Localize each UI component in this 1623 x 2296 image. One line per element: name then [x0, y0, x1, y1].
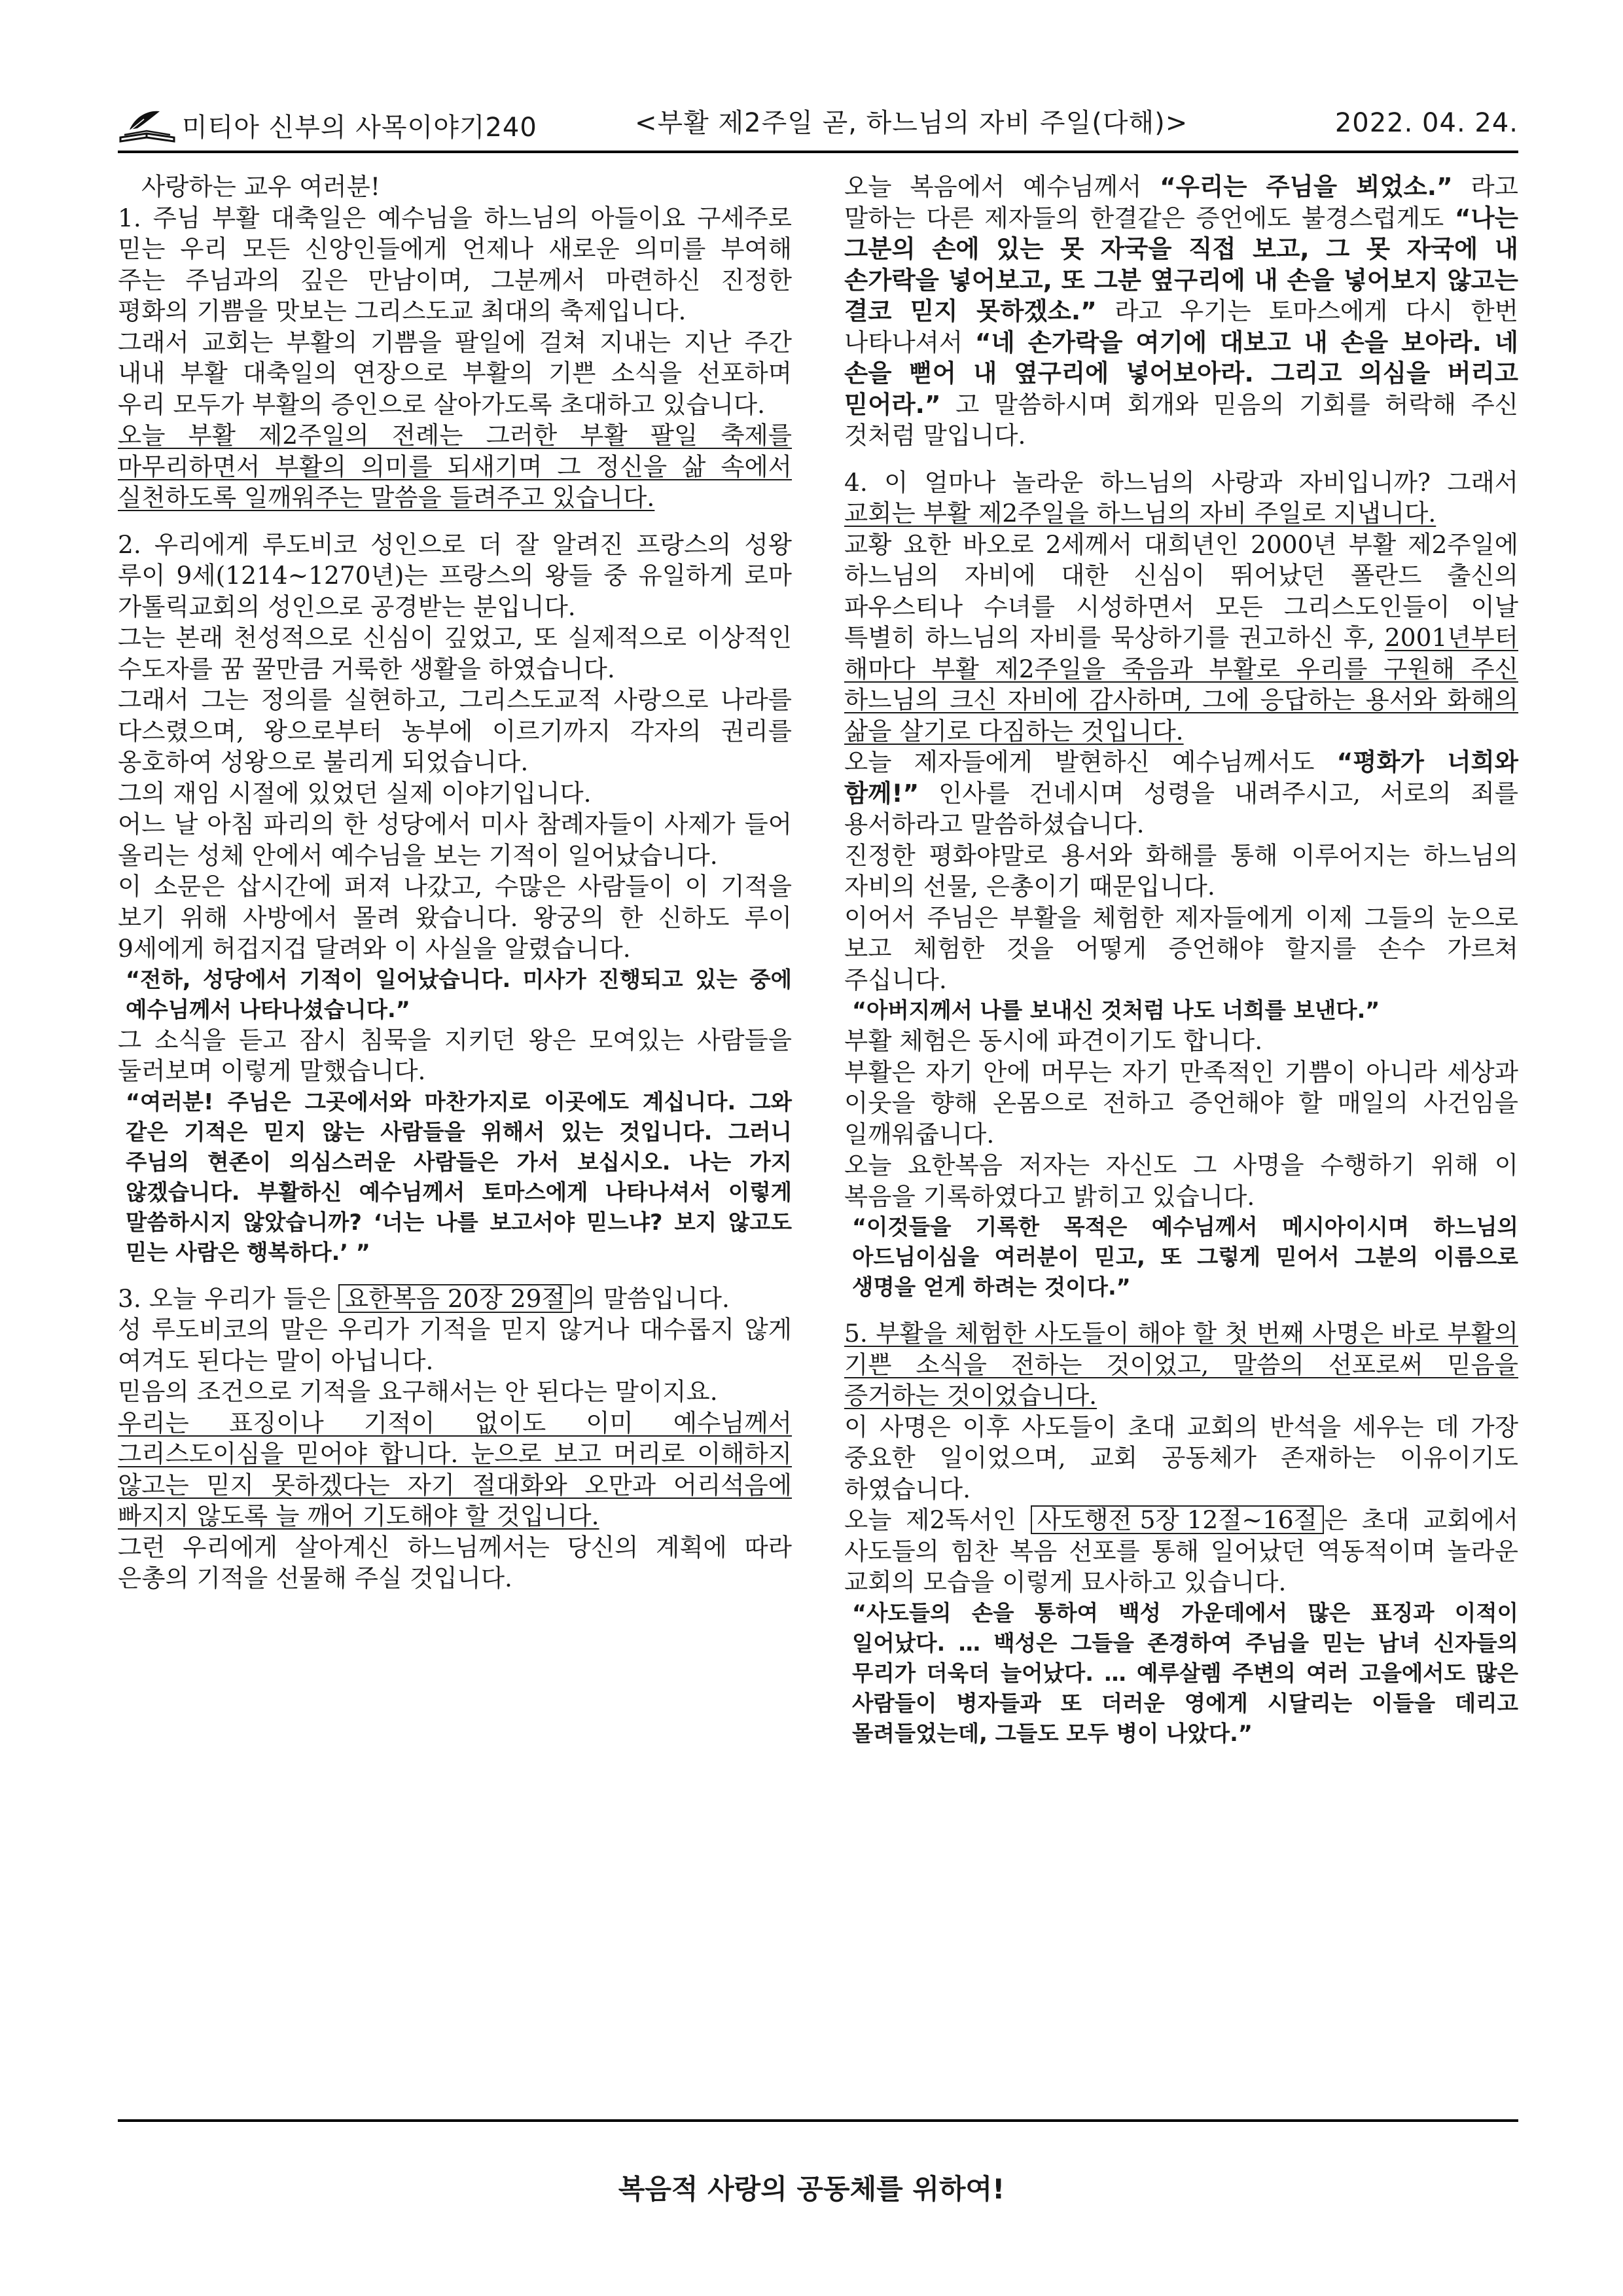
text-span: 4. 이 얼마나 놀라운 하느님의 사랑과 자비입니까? 그래서	[844, 467, 1518, 497]
header-divider	[118, 151, 1518, 153]
scripture-reference-box: 요한복음 20장 29절	[338, 1284, 572, 1313]
paragraph	[844, 529, 1518, 747]
right-column	[844, 171, 1518, 1749]
header-title: 미티아 신부의 사목이야기240	[182, 113, 537, 143]
paragraph: 이 소문은 삽시간에 퍼져 나갔고, 수많은 사람들이 이 기적을 보기 위해 사방에서 몰려 왔습니다. 왕궁의 한 신하도 루이 9세에게 허겁지겁 달려와 이 사실을 알렸습니다.	[118, 872, 792, 963]
text-span: 오늘 제자들에게 발현하신 예수님께서도	[844, 747, 1315, 776]
page-header	[118, 97, 1518, 149]
underlined-paragraph: 5. 부활을 체험한 사도들이 해야 할 첫 번째 사명은 바로 부활의 기쁜 소식을 전하는 것이었고, 말씀의 선포로써 믿음을 증거하는 것이었습니다.	[844, 1319, 1518, 1410]
text-span: 의 말씀입니다.	[571, 1283, 730, 1313]
paragraph	[844, 467, 1518, 529]
greeting: 사랑하는 교우 여러분!	[141, 172, 380, 201]
book-quill-icon	[118, 109, 177, 147]
paragraph: 그 소식을 듣고 잠시 침묵을 지키던 왕은 모여있는 사람들을 둘러보며 이렇게 말했습니다.	[118, 1025, 792, 1085]
header-left	[118, 109, 537, 147]
text-span: 고 말씀하시며 회개와 믿음의 기회를 허락해 주신 것처럼 말입니다.	[844, 389, 1518, 450]
paragraph: 믿음의 조건으로 기적을 요구해서는 안 된다는 말이지요.	[118, 1377, 718, 1406]
paragraph: 그래서 그는 정의를 실현하고, 그리스도교적 사랑으로 나라를 다스렸으며, 왕으로부터 농부에 이르기까지 각자의 권리를 옹호하여 성왕으로 불리게 되었습니다.	[118, 685, 792, 776]
text-span: 라고 우기는 토마스에게 다시 한번 나타나셔서	[844, 296, 1518, 357]
inline-quote: “네 손가락을 여기에 대보고 내 손을 보아라. 네 손을 뻗어 내 옆구리에 넣어보아라. 그리고 의심을 버리고 믿어라.”	[844, 327, 1518, 419]
header-date: 2022. 04. 24.	[1334, 108, 1518, 138]
underlined-paragraph: 우리는 표징이나 기적이 없이도 이미 예수님께서 그리스도이심을 믿어야 합니다. 눈으로 보고 머리로 이해하지 않고는 믿지 못하겠다는 자기 절대화와 오만과 어리석음에 빠지지 않도록 늘 깨어 기도해야 할 것입니다.	[118, 1408, 792, 1530]
scripture-reference-box: 사도행전 5장 12절~16절	[1031, 1505, 1324, 1534]
paragraph: 진정한 평화야말로 용서와 화해를 통해 이루어지는 하느님의 자비의 선물, 은총이기 때문입니다.	[844, 840, 1518, 901]
paragraph: 부활은 자기 안에 머무는 자기 만족적인 기쁨이 아니라 세상과 이웃을 향해 온몸으로 전하고 증언해야 할 매일의 사건임을 일깨워줍니다.	[844, 1057, 1518, 1149]
text-span: 오늘 복음에서 예수님께서	[844, 172, 1142, 201]
footer-divider	[118, 2119, 1518, 2122]
paragraph: 2. 우리에게 루도비코 성인으로 더 잘 알려진 프랑스의 성왕 루이 9세(1214~1270년)는 프랑스의 왕들 중 유일하게 로마 가톨릭교회의 성인으로 공경받는 분입니다.	[118, 529, 792, 621]
paragraph: 이어서 주님은 부활을 체험한 제자들에게 이제 그들의 눈으로 보고 체험한 것을 어떻게 증언해야 할지를 손수 가르쳐 주십니다.	[844, 903, 1518, 994]
paragraph: 그의 재임 시절에 있었던 실제 이야기입니다.	[118, 778, 592, 808]
underlined-text: 교회는 부활 제2주일을 하느님의 자비 주일로 지냅니다.	[844, 499, 1436, 528]
inline-quote: “평화가 너희와 함께!”	[844, 747, 1518, 808]
inline-quote: “나는 그분의 손에 있는 못 자국을 직접 보고, 그 못 자국에 내 손가락을 넣어보고, 또 그분 옆구리에 내 손을 넣어보지 않고는 결코 믿지 못하겠소.”	[844, 203, 1518, 325]
underlined-text: 2001년부터 해마다 부활 제2주일을 죽음과 부활로 우리를 구원해 주신 하느님의 크신 자비에 감사하며, 그에 응답하는 용서와 화해의 삶을 살기로 다짐하는 것입니다.	[844, 623, 1518, 745]
inline-quote: “우리는 주님을 뵈었소.”	[1160, 172, 1453, 201]
paragraph: 그래서 교회는 부활의 기쁨을 팔일에 걸쳐 지내는 지난 주간 내내 부활 대축일의 연장으로 부활의 기쁜 소식을 선포하며 우리 모두가 부활의 증인으로 살아가도록 초대하고 있습니다.	[118, 327, 792, 419]
paragraph: 그런 우리에게 살아계신 하느님께서는 당신의 계획에 따라 은총의 기적을 선물해 주실 것입니다.	[118, 1532, 792, 1592]
quote: “사도들의 손을 통하여 백성 가운데에서 많은 표징과 이적이 일어났다. … 백성은 그들을 존경하여 주님을 믿는 남녀 신자들의 무리가 더욱더 늘어났다. … 예루살렘 주변의 여러 고을에서도 많은 사람들이 병자들과 또 더러운 영에게 시달리는 이들을 데리고 몰려들었는데, 그들도 모두 병이 나았다.”	[852, 1600, 1518, 1746]
text-span: 인사를 건네시며 성령을 내려주시고, 서로의 죄를 용서하라고 말씀하셨습니다.	[844, 778, 1518, 838]
paragraph	[118, 1283, 792, 1315]
paragraph: 부활 체험은 동시에 파견이기도 합니다.	[844, 1026, 1263, 1055]
footer-motto: 복음적 사랑의 공동체를 위하여!	[618, 2173, 1005, 2205]
paragraph	[844, 747, 1518, 840]
paragraph: 그는 본래 천성적으로 신심이 깊었고, 또 실제적으로 이상적인 수도자를 꿈 꿀만큼 거룩한 생활을 하였습니다.	[118, 623, 792, 683]
quote: “여러분! 주님은 그곳에서와 마찬가지로 이곳에도 계십니다. 그와 같은 기적은 믿지 않는 사람들을 위해서 있는 것입니다. 그러니 주님의 현존이 의심스러운 사람들은 가서 보십시오. 나는 가지 않겠습니다. 부활하신 예수님께서 토마스에게 나타나셔서 이렇게 말씀하시지 않았습니까? ‘너는 나를 보고서야 믿느냐? 보지 않고도 믿는 사람은 행복하다.’ ”	[126, 1088, 792, 1265]
paragraph: 이 사명은 이후 사도들이 초대 교회의 반석을 세우는 데 가장 중요한 일이었으며, 교회 공동체가 존재하는 이유이기도 하였습니다.	[844, 1412, 1518, 1503]
text-span: 3. 오늘 우리가 들은	[118, 1283, 331, 1313]
text-span: 라고 말하는 다른 제자들의 한결같은 증언에도 불경스럽게도	[844, 172, 1518, 232]
paragraph	[844, 1505, 1518, 1598]
paragraph: 오늘 요한복음 저자는 자신도 그 사명을 수행하기 위해 이 복음을 기록하였다고 밝히고 있습니다.	[844, 1151, 1518, 1211]
paragraph: 어느 날 아침 파리의 한 성당에서 미사 참례자들이 사제가 들어 올리는 성체 안에서 예수님을 보는 기적이 일어났습니다.	[118, 810, 792, 870]
text-span: 교황 요한 바오로 2세께서 대희년인 2000년 부활 제2주일에 하느님의 자비에 대한 신심이 뛰어났던 폴란드 출신의 파우스티나 수녀를 시성하면서 모든 그리스도인들이 이날 특별히 하느님의 자비를 묵상하기를 권고하신 후,	[844, 529, 1518, 652]
paragraph: 성 루도비코의 말은 우리가 기적을 믿지 않거나 대수롭지 않게 여겨도 된다는 말이 아닙니다.	[118, 1315, 792, 1375]
quote: “전하, 성당에서 기적이 일어났습니다. 미사가 진행되고 있는 중에 예수님께서 나타나셨습니다.”	[126, 966, 792, 1022]
quote: “아버지께서 나를 보내신 것처럼 나도 너희를 보낸다.”	[852, 997, 1380, 1023]
paragraph: 1. 주님 부활 대축일은 예수님을 하느님의 아들이요 구세주로 믿는 우리 모든 신앙인들에게 언제나 새로운 의미를 부여해 주는 주님과의 깊은 만남이며, 그분께서 마련하신 진정한 평화의 기쁨을 맛보는 그리스도교 최대의 축제입니다.	[118, 203, 792, 325]
header-subtitle: <부활 제2주일 곧, 하느님의 자비 주일(다해)>	[635, 108, 1188, 138]
quote: “이것들을 기록한 목적은 예수님께서 메시아이시며 하느님의 아드님이심을 여러분이 믿고, 또 그렇게 믿어서 그분의 이름으로 생명을 얻게 하려는 것이다.”	[852, 1214, 1518, 1300]
text-span: 오늘 제2독서인	[844, 1505, 1016, 1534]
left-column	[118, 171, 792, 1594]
paragraph	[844, 171, 1518, 452]
underlined-paragraph: 오늘 부활 제2주일의 전례는 그러한 부활 팔일 축제를 마무리하면서 부활의 의미를 되새기며 그 정신을 삶 속에서 실천하도록 일깨워주는 말씀을 들려주고 있습니다.	[118, 421, 792, 512]
text-span: 은 초대 교회에서 사도들의 힘찬 복음 선포를 통해 일어났던 역동적이며 놀라운 교회의 모습을 이렇게 묘사하고 있습니다.	[844, 1505, 1518, 1596]
